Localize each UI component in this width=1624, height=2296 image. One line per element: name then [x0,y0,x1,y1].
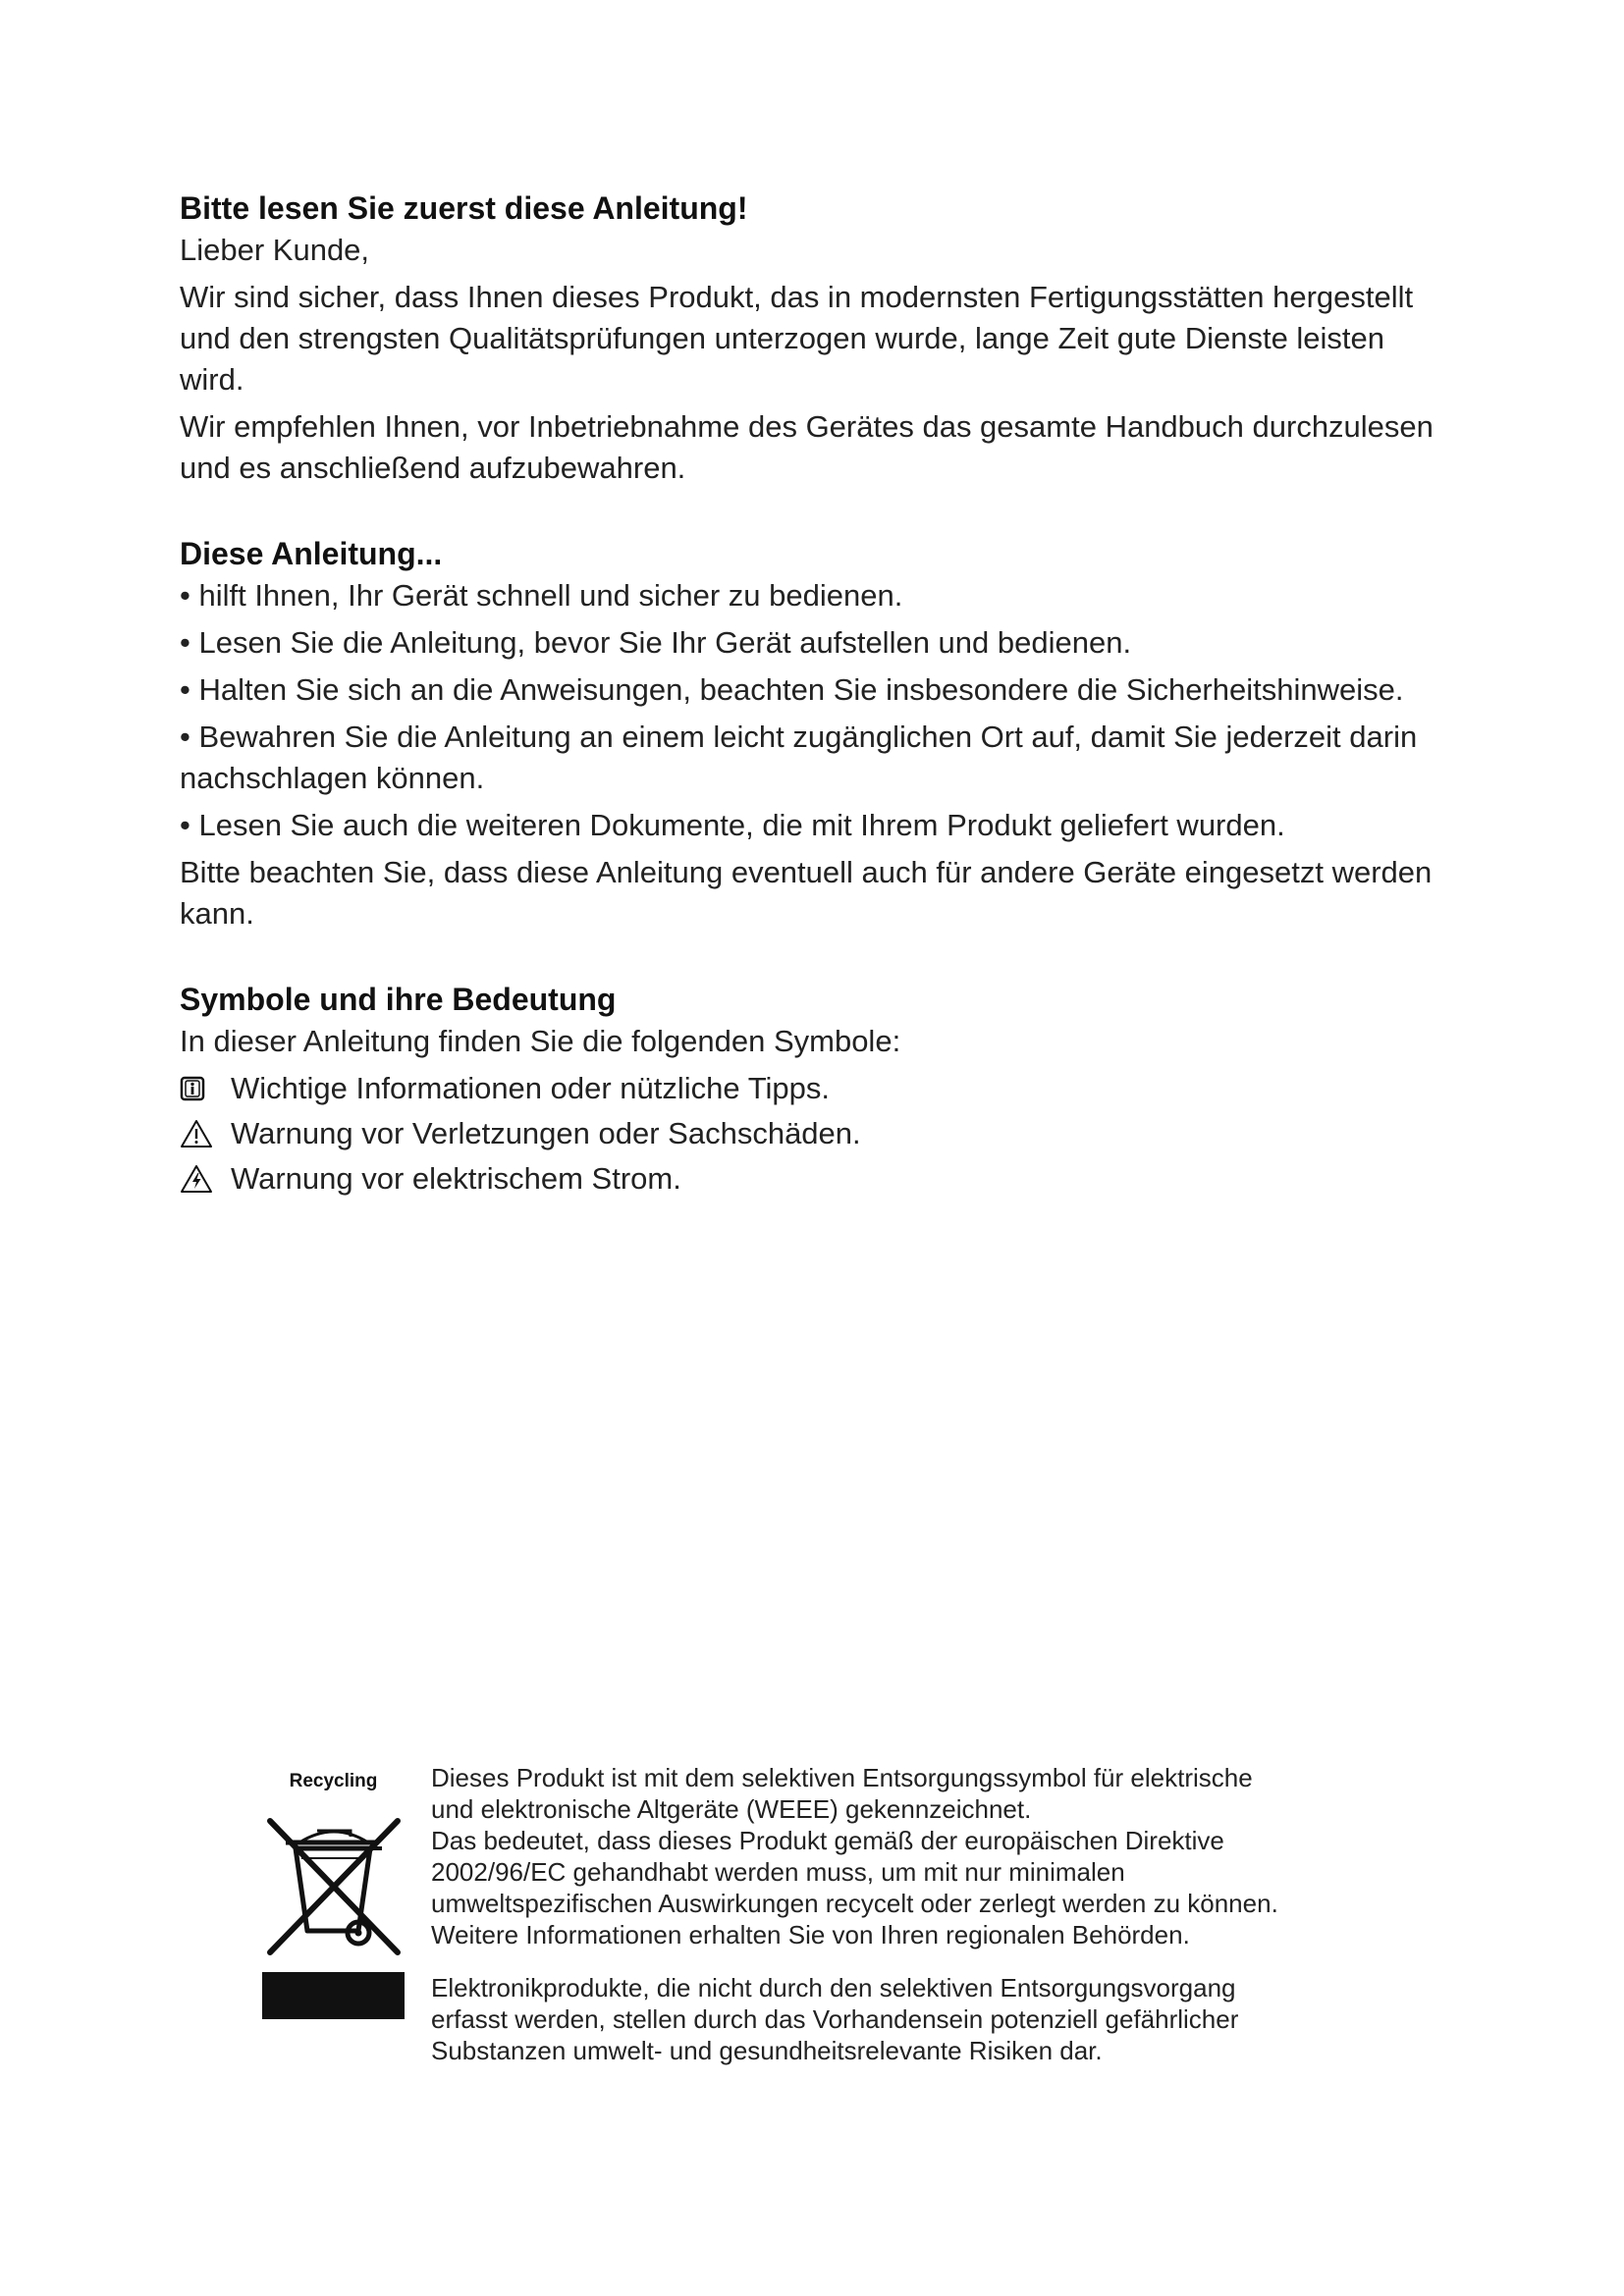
guide-section [180,532,1436,934]
intro-section [180,187,1436,489]
recycling-left [257,1762,409,2066]
symbol-row-info [180,1068,1436,1109]
greeting-text: Lieber Kunde, [180,233,370,267]
recycling-line: umweltspezifischen Auswirkungen recycelt oder zerlegt werden zu können. [431,1889,1278,1918]
recycling-line: Weitere Informationen erhalten Sie von Ihren regionalen Behörden. [431,1920,1190,1949]
weee-underline-bar [262,1972,405,2019]
symbols-intro: In dieser Anleitung finden Sie die folgenden Symbole: [180,1024,901,1058]
guide-bullet-item: • Bewahren Sie die Anleitung an einem leicht zugänglichen Ort auf, damit Sie jederzeit darin nachschlagen können. [180,720,1418,795]
recycling-label: Recycling [289,1771,378,1791]
symbol-row-electric [180,1158,1436,1200]
recycling-line: Substanzen umwelt- und gesundheitsrelevante Risiken dar. [431,2036,1103,2065]
guide-bullet-item: • Lesen Sie die Anleitung, bevor Sie Ihr Gerät aufstellen und bedienen. [180,625,1132,660]
info-icon [180,1073,217,1104]
symbols-heading: Symbole und ihre Bedeutung [180,982,617,1017]
symbol-info-text: Wichtige Informationen oder nützliche Tipps. [231,1071,830,1105]
recycling-line: Elektronikprodukte, die nicht durch den selektiven Entsorgungsvorgang [431,1973,1236,2002]
symbol-row-warning [180,1113,1436,1154]
recycling-line: Das bedeutet, dass dieses Produkt gemäß der europäischen Direktive [431,1826,1224,1855]
recycling-block [257,1762,1377,2066]
guide-heading: Diese Anleitung... [180,536,443,571]
intro-heading: Bitte lesen Sie zuerst diese Anleitung! [180,190,748,226]
symbol-electric-text: Warnung vor elektrischem Strom. [231,1161,681,1196]
symbols-section [180,978,1436,1200]
recycling-line: und elektronische Altgeräte (WEEE) gekennzeichnet. [431,1794,1032,1824]
manual-page-content [180,187,1436,1203]
recycling-line: 2002/96/EC gehandhabt werden muss, um mit nur minimalen [431,1857,1125,1887]
guide-bullet-item: • Halten Sie sich an die Anweisungen, beachten Sie insbesondere die Sicherheitshinweise. [180,672,1404,707]
guide-note: Bitte beachten Sie, dass diese Anleitung eventuell auch für andere Geräte eingesetzt werden kann. [180,855,1433,931]
guide-bullet-item: • Lesen Sie auch die weiteren Dokumente, die mit Ihrem Produkt geliefert wurden. [180,808,1285,842]
symbol-warning-text: Warnung vor Verletzungen oder Sachschäden. [231,1116,861,1150]
weee-crossed-bin-icon [260,1815,407,1962]
recycling-text [431,1762,1377,2066]
recycling-line: erfasst werden, stellen durch das Vorhandensein potenziell gefährlicher [431,2004,1239,2034]
guide-bullet-item: • hilft Ihnen, Ihr Gerät schnell und sicher zu bedienen. [180,578,903,613]
intro-paragraph-2: Wir empfehlen Ihnen, vor Inbetriebnahme des Gerätes das gesamte Handbuch durchzulesen und es anschließend aufzubewahren. [180,409,1434,485]
electric-warning-icon [180,1163,217,1195]
warning-icon [180,1118,217,1149]
intro-paragraph-1: Wir sind sicher, dass Ihnen dieses Produkt, das in modernsten Fertigungsstätten hergestellt und den strengsten Qualitätsprüfungen unterzogen wurde, lange Zeit gute Dienste leisten wird. [180,280,1414,397]
recycling-line: Dieses Produkt ist mit dem selektiven Entsorgungssymbol für elektrische [431,1763,1253,1792]
